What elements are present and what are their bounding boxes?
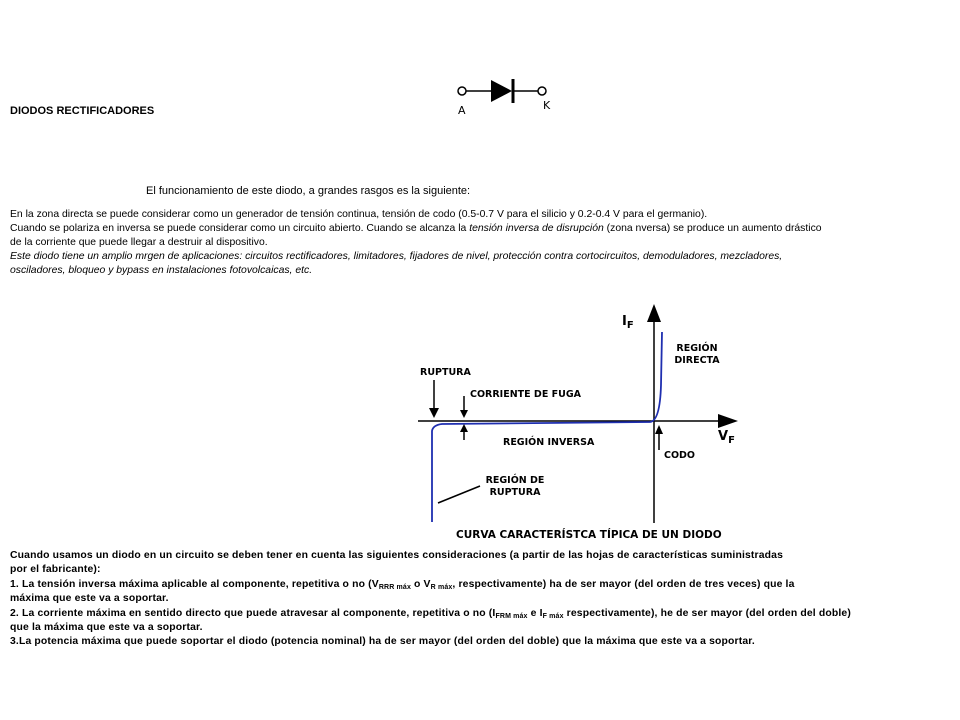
axis-main: V bbox=[718, 429, 729, 444]
considerations-intro-cont: por el fabricante): bbox=[10, 564, 101, 575]
text-span: (zona nversa) se produce un aumento drástico bbox=[603, 223, 822, 234]
label-direct-region: REGIÓN DIRECTA bbox=[674, 343, 720, 366]
consideration-3: 3.La potencia máxima que puede soportar el diodo (potencia nominal) ha de ser mayor (del orden del doble) que la máxima que este va a soportar. bbox=[10, 636, 755, 647]
text-span: , respectivamente) ha de ser mayor (del orden de tres veces) que la bbox=[452, 579, 795, 590]
consideration-1-cont: máxima que este va a soportar. bbox=[10, 593, 169, 604]
text-span: o V bbox=[410, 579, 431, 590]
anode-label: A bbox=[458, 104, 466, 117]
paragraph-inverse-cont: de la corriente que puede llegar a destruir al dispositivo. bbox=[10, 237, 268, 248]
italic-term: tensión inversa de disrupción bbox=[469, 223, 604, 234]
subscript: FRM máx bbox=[495, 613, 528, 620]
label-inverse-region: REGIÓN INVERSA bbox=[503, 437, 595, 448]
y-axis-label bbox=[622, 316, 634, 332]
fuga-arrow-up-icon bbox=[460, 424, 468, 432]
x-axis-arrow-icon bbox=[718, 414, 738, 428]
axis-sub: F bbox=[728, 435, 735, 446]
subscript: F máx bbox=[542, 613, 564, 620]
text-span: Cuando se polariza en inversa se puede considerar como un circuito abierto. Cuando se alcanza la bbox=[10, 223, 470, 234]
text-span: 1. La tensión inversa máxima aplicable al componente, repetitiva o no (V bbox=[10, 579, 379, 590]
paragraph-inverse bbox=[10, 222, 822, 236]
paragraph-applications: Este diodo tiene un amplio mrgen de aplicaciones: circuitos rectificadores, limitadores, fijadores de nivel, protección contra cortocircuitos, demoduladores, mezcladores, bbox=[10, 251, 783, 262]
diode-symbol-icon bbox=[455, 78, 560, 118]
ruptura-region-pointer bbox=[438, 486, 480, 503]
fuga-arrow-down-icon bbox=[460, 410, 468, 418]
codo-arrow-icon bbox=[655, 425, 663, 434]
axis-sub: F bbox=[626, 320, 634, 331]
y-axis-arrow-icon bbox=[647, 304, 661, 322]
text-span: 2. La corriente máxima en sentido directo que puede atravesar al componente, repetitiva o no (I bbox=[10, 608, 496, 619]
label-leakage-current: CORRIENTE DE FUGA bbox=[470, 389, 581, 400]
text-span: respectivamente), he de ser mayor (del orden del doble) bbox=[563, 608, 851, 619]
cathode-label: K bbox=[543, 99, 551, 112]
paragraph-applications-cont: osciladores, bloqueo y bypass en instalaciones fotovolcaicas, etc. bbox=[10, 265, 313, 276]
paragraph-direct: En la zona directa se puede considerar como un generador de tensión continua, tensión de codo (0.5-0.7 V para el silicio y 0.2-0.4 V para el germanio). bbox=[10, 209, 708, 220]
x-axis-label bbox=[718, 431, 735, 447]
consideration-2-cont: que la máxima que este va a soportar. bbox=[10, 622, 203, 633]
subscript: R máx bbox=[430, 584, 453, 591]
ruptura-arrow-icon bbox=[429, 408, 439, 418]
label-knee: CODO bbox=[664, 450, 696, 461]
subscript: RRR máx bbox=[378, 584, 411, 591]
diode-curve-diagram bbox=[380, 300, 760, 545]
label-ruptura: RUPTURA bbox=[420, 367, 471, 378]
text-span: e I bbox=[527, 608, 543, 619]
intro-text: El funcionamiento de este diodo, a grandes rasgos es la siguiente: bbox=[146, 185, 471, 197]
label-breakdown-region: REGIÓN DE RUPTURA bbox=[485, 475, 545, 498]
axis-main: I bbox=[622, 314, 627, 329]
chart-caption: CURVA CARACTERÍSTCA TÍPICA DE UN DIODO bbox=[456, 529, 722, 541]
page-title: DIODOS RECTIFICADORES bbox=[10, 105, 155, 117]
considerations-intro: Cuando usamos un diodo en un circuito se deben tener en cuenta las siguientes consideraciones (a partir de las hojas de características suministradas bbox=[10, 550, 784, 561]
